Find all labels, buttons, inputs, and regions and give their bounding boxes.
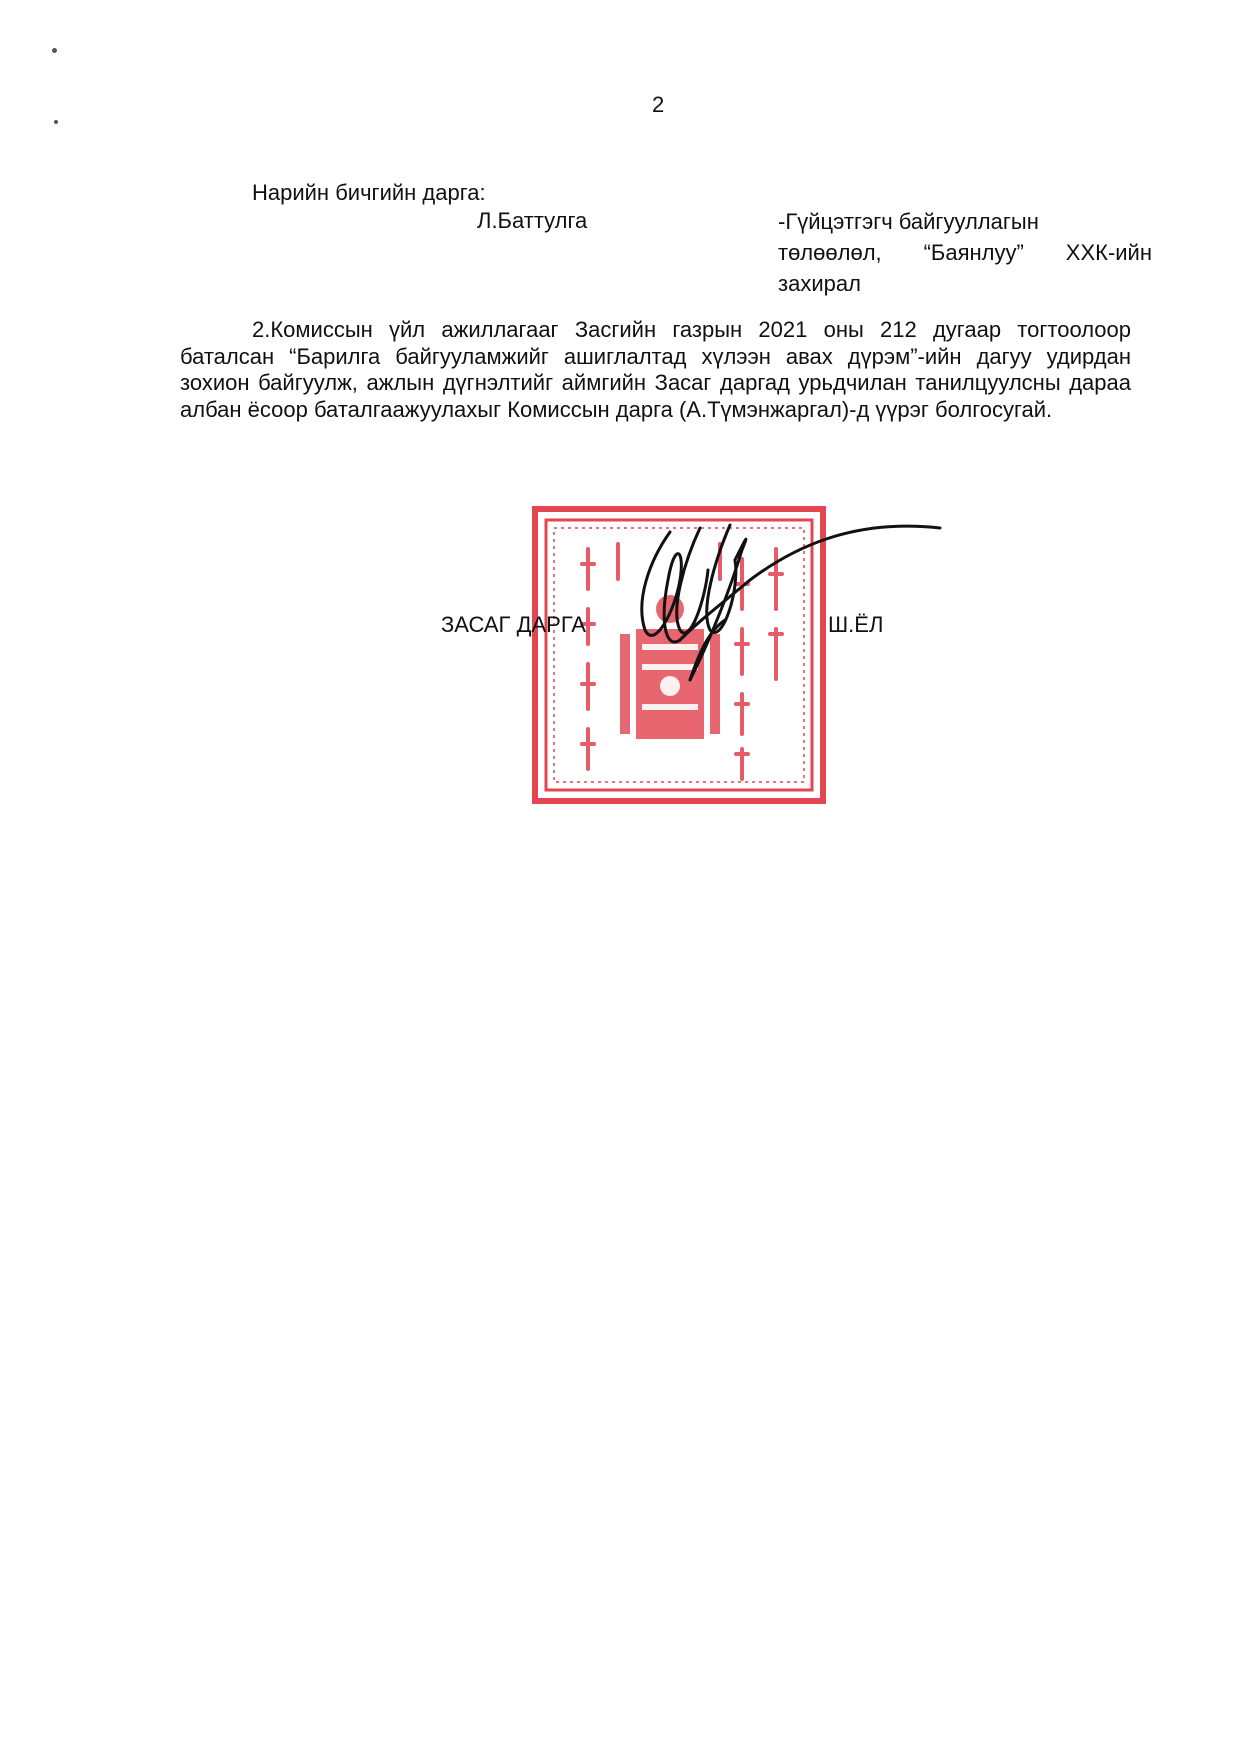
member-role [778,206,1152,299]
member-role-line: төлөөлөл, “Баянлуу” ХХК-ийн [778,240,1152,265]
member-name: Л.Баттулга [477,208,588,233]
scan-speck [52,48,57,53]
governor-name: Ш.ЁЛ [828,612,884,637]
page-number: 2 [652,92,665,117]
clause-2-paragraph: 2.Комиссын үйл ажиллагааг Засгийн газрын 2021 оны 212 дугаар тогтоолоор баталсан “Барилга байгууламжийг ашиглалтад хүлээн авах дүрэм”-ийн дагуу удирдан зохион байгуулж, ажлын дүгнэлтийг аймгийн Засаг даргад урьдчилан танилцуулсны дараа албан ёсоор баталгаажуулахыг Комиссын дарга (А.Түмэнжаргал)-д үүрэг болгосугай. [180,317,1131,422]
secretary-title: Нарийн бичгийн дарга: [252,180,486,205]
handwritten-signature-icon [630,520,950,700]
scan-speck [54,120,58,124]
member-role-line: захирал [778,271,861,296]
governor-title: ЗАСАГ ДАРГА [441,612,586,637]
member-role-line: -Гүйцэтгэгч байгууллагын [778,209,1039,234]
